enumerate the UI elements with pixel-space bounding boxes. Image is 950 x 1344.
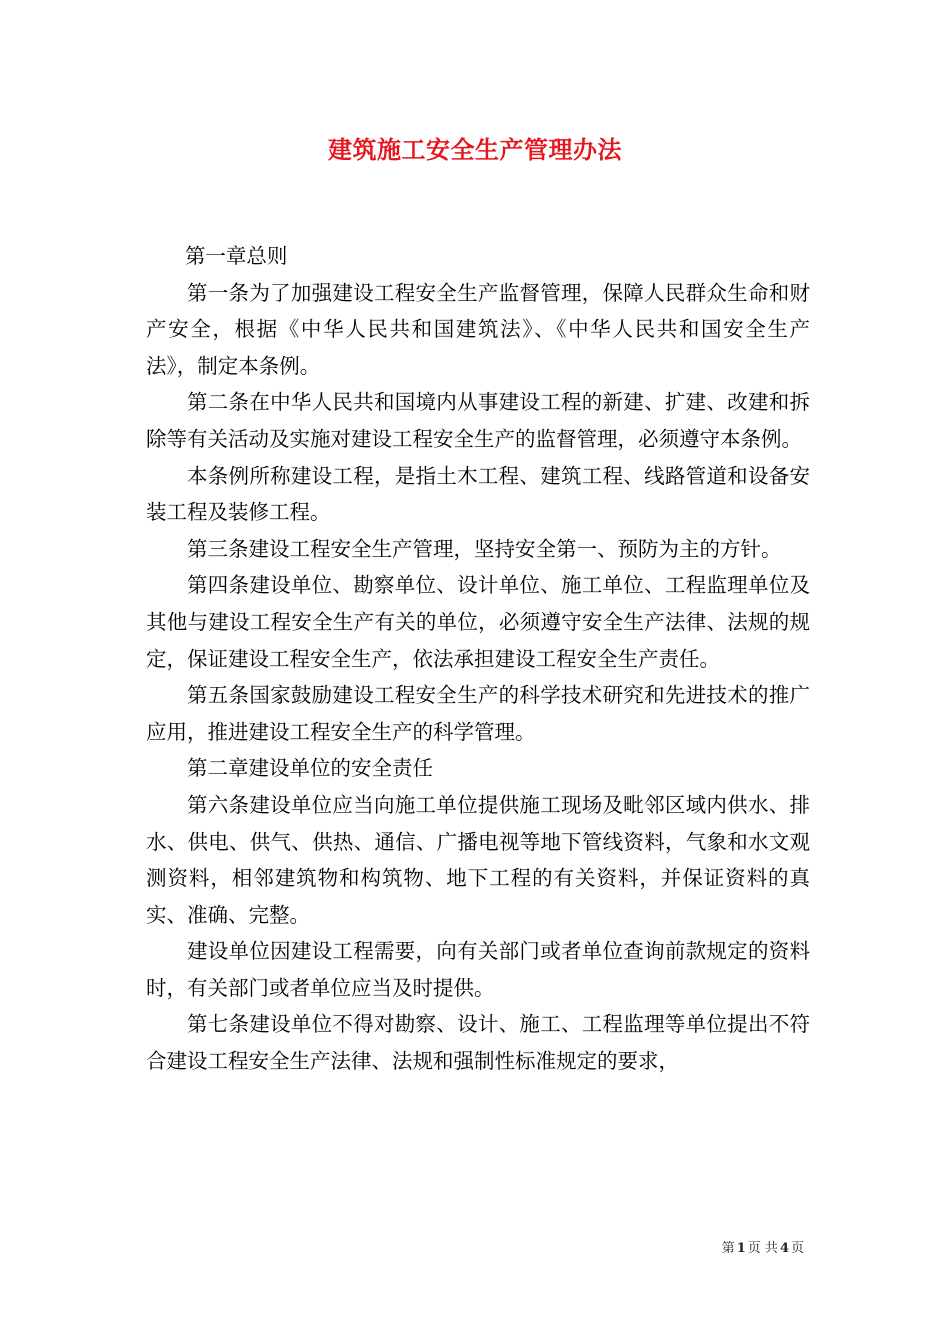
paragraph: 建设单位因建设工程需要，向有关部门或者单位查询前款规定的资料时，有关部门或者单位应当及时提供。 — [146, 939, 810, 1000]
total-page-number: 4 — [779, 1241, 789, 1256]
paragraph: 第一条为了加强建设工程安全生产监督管理，保障人民群众生命和财产安全，根据《中华人民共和国建筑法》、《中华人民共和国安全生产法》，制定本条例。 — [146, 280, 810, 378]
footer-middle: 页 共 — [747, 1241, 778, 1256]
document-title: 建筑施工安全生产管理办法 — [328, 135, 622, 164]
footer-prefix: 第 — [721, 1241, 735, 1256]
chapter-heading: 第二章建设单位的安全责任 — [187, 756, 433, 781]
page-footer — [722, 1240, 804, 1258]
paragraph: 第六条建设单位应当向施工单位提供施工现场及毗邻区域内供水、排水、供电、供气、供热、通信、广播电视等地下管线资料，气象和水文观测资料，相邻建筑物和构筑物、地下工程的有关资料，并保证资料的真实、准确、完整。 — [146, 792, 810, 927]
paragraph: 第二条在中华人民共和国境内从事建设工程的新建、扩建、改建和拆除等有关活动及实施对建设工程安全生产的监督管理，必须遵守本条例。 — [146, 390, 810, 451]
current-page-number: 1 — [736, 1241, 746, 1256]
document-body — [146, 238, 810, 1080]
paragraph: 本条例所称建设工程，是指土木工程、建筑工程、线路管道和设备安装工程及装修工程。 — [146, 463, 810, 525]
paragraph: 第三条建设工程安全生产管理，坚持安全第一、预防为主的方针。 — [187, 536, 782, 561]
footer-suffix: 页 — [790, 1241, 804, 1256]
paragraph: 第五条国家鼓励建设工程安全生产的科学技术研究和先进技术的推广应用，推进建设工程安全生产的科学管理。 — [146, 683, 810, 744]
chapter-heading: 第一章总则 — [184, 244, 288, 268]
paragraph: 第四条建设单位、勘察单位、设计单位、施工单位、工程监理单位及其他与建设工程安全生产有关的单位，必须遵守安全生产法律、法规的规定，保证建设工程安全生产，依法承担建设工程安全生产责任。 — [146, 573, 810, 671]
paragraph: 第七条建设单位不得对勘察、设计、施工、工程监理等单位提出不符合建设工程安全生产法律、法规和强制性标准规定的要求， — [146, 1012, 810, 1074]
